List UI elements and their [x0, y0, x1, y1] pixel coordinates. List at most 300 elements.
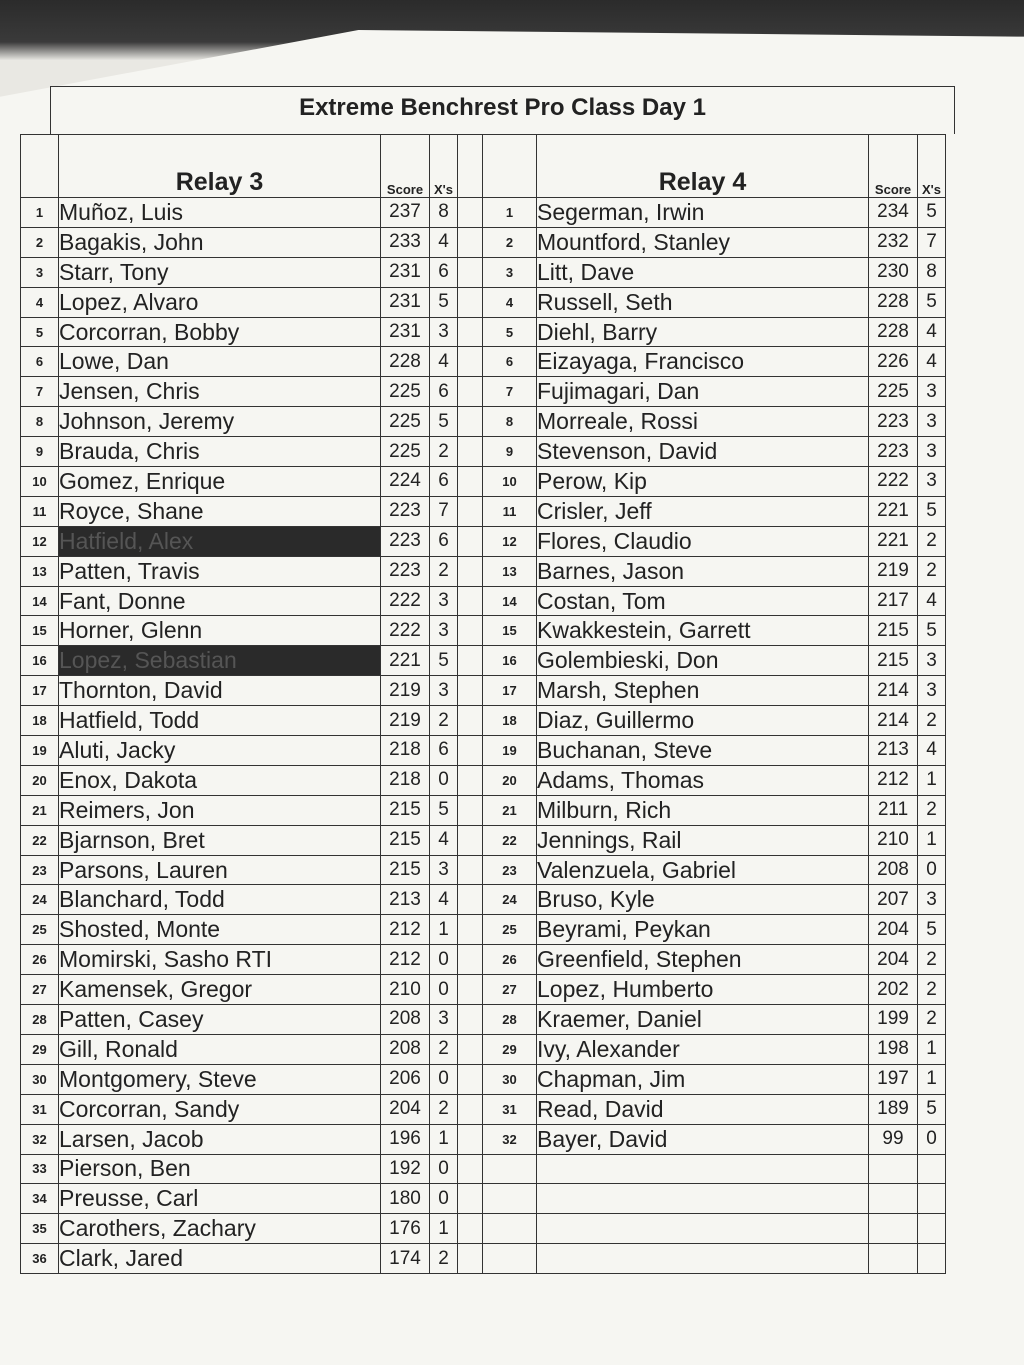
- table-row: [21, 467, 946, 497]
- xs-count: 5: [918, 915, 946, 945]
- spacer-cell: [458, 765, 483, 795]
- shooter-name: Momirski, Sasho RTI: [59, 945, 381, 975]
- spacer-cell: [458, 915, 483, 945]
- table-row: [21, 586, 946, 616]
- shooter-name: Bjarnson, Bret: [59, 825, 381, 855]
- spacer-cell: [458, 1034, 483, 1064]
- empty-cell: [537, 1214, 869, 1244]
- place-number: 25: [21, 915, 59, 945]
- relay-4-score-header: Score: [869, 135, 918, 198]
- shooter-name: Thornton, David: [59, 676, 381, 706]
- xs-count: 0: [918, 1124, 946, 1154]
- shooter-name: Perow, Kip: [537, 467, 869, 497]
- shooter-name: Valenzuela, Gabriel: [537, 855, 869, 885]
- place-number: 10: [21, 467, 59, 497]
- place-number: 21: [21, 795, 59, 825]
- score-value: 214: [869, 676, 918, 706]
- table-row: [21, 1214, 946, 1244]
- table-row: [21, 885, 946, 915]
- shooter-name: Litt, Dave: [537, 257, 869, 287]
- spacer-cell: [458, 257, 483, 287]
- xs-count: 2: [918, 556, 946, 586]
- shooter-name: Enox, Dakota: [59, 765, 381, 795]
- place-number: 3: [21, 257, 59, 287]
- empty-cell: [537, 1244, 869, 1274]
- place-number: 31: [21, 1094, 59, 1124]
- shooter-name: Lopez, Sebastian: [59, 646, 381, 676]
- relay-3-heading: Relay 3: [59, 135, 381, 198]
- table-row: [21, 1184, 946, 1214]
- spacer-cell: [458, 945, 483, 975]
- xs-count: 2: [918, 706, 946, 736]
- spacer-cell: [458, 496, 483, 526]
- score-value: 223: [381, 496, 430, 526]
- spacer-cell: [458, 198, 483, 228]
- empty-cell: [869, 1184, 918, 1214]
- shooter-name: Muñoz, Luis: [59, 198, 381, 228]
- score-value: 225: [381, 437, 430, 467]
- shooter-name: Milburn, Rich: [537, 795, 869, 825]
- place-number: 6: [21, 347, 59, 377]
- empty-cell: [918, 1244, 946, 1274]
- shooter-name: Gomez, Enrique: [59, 467, 381, 497]
- score-value: 213: [869, 736, 918, 766]
- score-value: 214: [869, 706, 918, 736]
- place-number: 29: [21, 1034, 59, 1064]
- shooter-name: Kamensek, Gregor: [59, 975, 381, 1005]
- score-value: 176: [381, 1214, 430, 1244]
- score-value: 225: [381, 407, 430, 437]
- shooter-name: Barnes, Jason: [537, 556, 869, 586]
- shooter-name: Hatfield, Todd: [59, 706, 381, 736]
- spacer-cell: [458, 736, 483, 766]
- place-number: 19: [21, 736, 59, 766]
- table-row: [21, 855, 946, 885]
- shooter-name: Blanchard, Todd: [59, 885, 381, 915]
- place-number: 12: [21, 526, 59, 556]
- xs-count: 0: [430, 1184, 458, 1214]
- xs-count: 5: [430, 646, 458, 676]
- empty-cell: [483, 1214, 537, 1244]
- relay-3-score-header: Score: [381, 135, 430, 198]
- shooter-name: Kwakkestein, Garrett: [537, 616, 869, 646]
- score-value: 197: [869, 1064, 918, 1094]
- score-value: 174: [381, 1244, 430, 1274]
- score-value: 215: [381, 855, 430, 885]
- shooter-name: Johnson, Jeremy: [59, 407, 381, 437]
- shooter-name: Bagakis, John: [59, 227, 381, 257]
- header-num-cell: [21, 135, 59, 198]
- shooter-name: Preusse, Carl: [59, 1184, 381, 1214]
- xs-count: 7: [430, 496, 458, 526]
- spacer-cell: [458, 1214, 483, 1244]
- shooter-name: Horner, Glenn: [59, 616, 381, 646]
- score-value: 218: [381, 736, 430, 766]
- spacer-cell: [458, 437, 483, 467]
- xs-count: 3: [918, 676, 946, 706]
- xs-count: 7: [918, 227, 946, 257]
- score-value: 219: [869, 556, 918, 586]
- place-number: 32: [483, 1124, 537, 1154]
- place-number: 1: [483, 198, 537, 228]
- score-value: 215: [869, 616, 918, 646]
- place-number: 14: [483, 586, 537, 616]
- place-number: 9: [21, 437, 59, 467]
- table-row: [21, 317, 946, 347]
- table-row: [21, 975, 946, 1005]
- relay-4-xs-header: X's: [918, 135, 946, 198]
- score-value: 228: [869, 317, 918, 347]
- score-value: 223: [381, 556, 430, 586]
- place-number: 24: [21, 885, 59, 915]
- shooter-name: Diehl, Barry: [537, 317, 869, 347]
- score-value: 224: [381, 467, 430, 497]
- place-number: 32: [21, 1124, 59, 1154]
- table-row: [21, 1244, 946, 1274]
- place-number: 17: [21, 676, 59, 706]
- score-value: 228: [381, 347, 430, 377]
- place-number: 2: [21, 227, 59, 257]
- score-value: 225: [869, 377, 918, 407]
- place-number: 2: [483, 227, 537, 257]
- score-value: 222: [869, 467, 918, 497]
- sheet-title: Extreme Benchrest Pro Class Day 1: [50, 86, 955, 129]
- table-row: [21, 1034, 946, 1064]
- shooter-name: Royce, Shane: [59, 496, 381, 526]
- spacer-cell: [458, 1064, 483, 1094]
- place-number: 26: [21, 945, 59, 975]
- empty-cell: [869, 1154, 918, 1184]
- table-row: [21, 1154, 946, 1184]
- score-value: 208: [869, 855, 918, 885]
- table-row: [21, 1005, 946, 1035]
- empty-cell: [869, 1214, 918, 1244]
- score-value: 233: [381, 227, 430, 257]
- place-number: 7: [483, 377, 537, 407]
- spacer-cell: [458, 526, 483, 556]
- score-value: 228: [869, 287, 918, 317]
- place-number: 33: [21, 1154, 59, 1184]
- spacer-cell: [458, 975, 483, 1005]
- xs-count: 6: [430, 467, 458, 497]
- score-value: 219: [381, 676, 430, 706]
- place-number: 9: [483, 437, 537, 467]
- results-table: [20, 134, 946, 1274]
- spacer-cell: [458, 706, 483, 736]
- place-number: 21: [483, 795, 537, 825]
- xs-count: 0: [918, 855, 946, 885]
- score-value: 208: [381, 1034, 430, 1064]
- relay-3-xs-header: X's: [430, 135, 458, 198]
- xs-count: 0: [430, 1064, 458, 1094]
- score-value: 204: [869, 945, 918, 975]
- xs-count: 0: [430, 765, 458, 795]
- table-row: [21, 945, 946, 975]
- place-number: 18: [21, 706, 59, 736]
- place-number: 27: [483, 975, 537, 1005]
- score-value: 221: [869, 526, 918, 556]
- spacer-cell: [458, 646, 483, 676]
- spacer-cell: [458, 556, 483, 586]
- table-row: [21, 676, 946, 706]
- shooter-name: Fant, Donne: [59, 586, 381, 616]
- shooter-name: Kraemer, Daniel: [537, 1005, 869, 1035]
- score-value: 199: [869, 1005, 918, 1035]
- xs-count: 2: [918, 1005, 946, 1035]
- xs-count: 3: [918, 437, 946, 467]
- score-value: 231: [381, 317, 430, 347]
- shooter-name: Jensen, Chris: [59, 377, 381, 407]
- shooter-name: Greenfield, Stephen: [537, 945, 869, 975]
- shooter-name: Carothers, Zachary: [59, 1214, 381, 1244]
- xs-count: 2: [918, 795, 946, 825]
- xs-count: 1: [918, 1064, 946, 1094]
- shooter-name: Eizayaga, Francisco: [537, 347, 869, 377]
- xs-count: 5: [430, 287, 458, 317]
- shooter-name: Reimers, Jon: [59, 795, 381, 825]
- score-value: 221: [869, 496, 918, 526]
- table-row: [21, 496, 946, 526]
- shooter-name: Beyrami, Peykan: [537, 915, 869, 945]
- place-number: 16: [483, 646, 537, 676]
- shooter-name: Aluti, Jacky: [59, 736, 381, 766]
- score-value: 218: [381, 765, 430, 795]
- table-row: [21, 556, 946, 586]
- score-value: 231: [381, 287, 430, 317]
- xs-count: 3: [430, 676, 458, 706]
- place-number: 27: [21, 975, 59, 1005]
- spacer-cell: [458, 347, 483, 377]
- score-value: 223: [869, 437, 918, 467]
- xs-count: 3: [918, 377, 946, 407]
- shooter-name: Corcorran, Bobby: [59, 317, 381, 347]
- place-number: 26: [483, 945, 537, 975]
- score-value: 237: [381, 198, 430, 228]
- score-value: 217: [869, 586, 918, 616]
- place-number: 19: [483, 736, 537, 766]
- score-value: 206: [381, 1064, 430, 1094]
- table-row: [21, 765, 946, 795]
- place-number: 8: [483, 407, 537, 437]
- shooter-name: Larsen, Jacob: [59, 1124, 381, 1154]
- spacer-cell: [458, 227, 483, 257]
- score-value: 225: [381, 377, 430, 407]
- xs-count: 2: [430, 556, 458, 586]
- shooter-name: Pierson, Ben: [59, 1154, 381, 1184]
- xs-count: 4: [918, 347, 946, 377]
- score-value: 211: [869, 795, 918, 825]
- table-row: [21, 407, 946, 437]
- spacer-cell: [458, 1094, 483, 1124]
- xs-count: 2: [918, 945, 946, 975]
- place-number: 24: [483, 885, 537, 915]
- shooter-name: Lopez, Humberto: [537, 975, 869, 1005]
- table-row: [21, 825, 946, 855]
- spacer-cell: [458, 287, 483, 317]
- score-value: 212: [869, 765, 918, 795]
- spacer-cell: [458, 377, 483, 407]
- place-number: 13: [483, 556, 537, 586]
- score-value: 204: [381, 1094, 430, 1124]
- place-number: 36: [21, 1244, 59, 1274]
- score-value: 221: [381, 646, 430, 676]
- spacer-cell: [458, 1184, 483, 1214]
- xs-count: 6: [430, 736, 458, 766]
- empty-cell: [918, 1154, 946, 1184]
- spacer-cell: [458, 1244, 483, 1274]
- xs-count: 1: [918, 765, 946, 795]
- xs-count: 1: [918, 1034, 946, 1064]
- shooter-name: Gill, Ronald: [59, 1034, 381, 1064]
- xs-count: 5: [430, 795, 458, 825]
- empty-cell: [537, 1184, 869, 1214]
- score-value: 202: [869, 975, 918, 1005]
- place-number: 13: [21, 556, 59, 586]
- table-row: [21, 347, 946, 377]
- table-row: [21, 198, 946, 228]
- table-row: [21, 227, 946, 257]
- score-value: 99: [869, 1124, 918, 1154]
- xs-count: 5: [918, 198, 946, 228]
- place-number: 12: [483, 526, 537, 556]
- xs-count: 1: [430, 915, 458, 945]
- xs-count: 2: [430, 1244, 458, 1274]
- spacer-cell: [458, 317, 483, 347]
- shooter-name: Read, David: [537, 1094, 869, 1124]
- score-value: 215: [869, 646, 918, 676]
- place-number: 7: [21, 377, 59, 407]
- spacer-cell: [458, 795, 483, 825]
- xs-count: 2: [430, 437, 458, 467]
- shooter-name: Jennings, Rail: [537, 825, 869, 855]
- shooter-name: Brauda, Chris: [59, 437, 381, 467]
- spacer-cell: [458, 407, 483, 437]
- place-number: 22: [483, 825, 537, 855]
- score-value: 222: [381, 586, 430, 616]
- place-number: 11: [21, 496, 59, 526]
- score-value: 215: [381, 795, 430, 825]
- score-value: 215: [381, 825, 430, 855]
- shooter-name: Ivy, Alexander: [537, 1034, 869, 1064]
- shooter-name: Bayer, David: [537, 1124, 869, 1154]
- shooter-name: Fujimagari, Dan: [537, 377, 869, 407]
- place-number: 10: [483, 467, 537, 497]
- place-number: 25: [483, 915, 537, 945]
- score-value: 189: [869, 1094, 918, 1124]
- place-number: 30: [483, 1064, 537, 1094]
- place-number: 11: [483, 496, 537, 526]
- shooter-name: Buchanan, Steve: [537, 736, 869, 766]
- place-number: 34: [21, 1184, 59, 1214]
- xs-count: 2: [430, 706, 458, 736]
- xs-count: 3: [918, 467, 946, 497]
- xs-count: 4: [430, 885, 458, 915]
- xs-count: 4: [430, 227, 458, 257]
- score-value: 208: [381, 1005, 430, 1035]
- xs-count: 3: [430, 586, 458, 616]
- xs-count: 5: [430, 407, 458, 437]
- empty-cell: [918, 1214, 946, 1244]
- place-number: 28: [483, 1005, 537, 1035]
- xs-count: 2: [918, 975, 946, 1005]
- place-number: 14: [21, 586, 59, 616]
- xs-count: 0: [430, 1154, 458, 1184]
- xs-count: 0: [430, 945, 458, 975]
- table-row: [21, 616, 946, 646]
- xs-count: 1: [918, 825, 946, 855]
- table-row: [21, 706, 946, 736]
- xs-count: 3: [430, 855, 458, 885]
- shooter-name: Stevenson, David: [537, 437, 869, 467]
- shooter-name: Golembieski, Don: [537, 646, 869, 676]
- shooter-name: Crisler, Jeff: [537, 496, 869, 526]
- shooter-name: Diaz, Guillermo: [537, 706, 869, 736]
- place-number: 20: [483, 765, 537, 795]
- empty-cell: [537, 1154, 869, 1184]
- table-row: [21, 915, 946, 945]
- table-row: [21, 1094, 946, 1124]
- score-value: 222: [381, 616, 430, 646]
- xs-count: 3: [918, 885, 946, 915]
- score-value: 180: [381, 1184, 430, 1214]
- xs-count: 6: [430, 377, 458, 407]
- score-value: 192: [381, 1154, 430, 1184]
- xs-count: 1: [430, 1124, 458, 1154]
- table-row: [21, 526, 946, 556]
- score-value: 226: [869, 347, 918, 377]
- table-row: [21, 377, 946, 407]
- shooter-name: Patten, Casey: [59, 1005, 381, 1035]
- xs-count: 2: [918, 526, 946, 556]
- shooter-name: Morreale, Rossi: [537, 407, 869, 437]
- xs-count: 4: [918, 586, 946, 616]
- place-number: 22: [21, 825, 59, 855]
- xs-count: 4: [430, 825, 458, 855]
- score-value: 212: [381, 945, 430, 975]
- xs-count: 3: [918, 407, 946, 437]
- relay-4-heading: Relay 4: [537, 135, 869, 198]
- results-body: [21, 135, 946, 1274]
- xs-count: 3: [430, 317, 458, 347]
- place-number: 18: [483, 706, 537, 736]
- score-value: 196: [381, 1124, 430, 1154]
- table-row: [21, 437, 946, 467]
- shooter-name: Patten, Travis: [59, 556, 381, 586]
- table-row: [21, 1064, 946, 1094]
- place-number: 30: [21, 1064, 59, 1094]
- spacer-cell: [458, 1124, 483, 1154]
- score-value: 213: [381, 885, 430, 915]
- score-value: 219: [381, 706, 430, 736]
- spacer-cell: [458, 855, 483, 885]
- place-number: 1: [21, 198, 59, 228]
- score-value: 207: [869, 885, 918, 915]
- shooter-name: Costan, Tom: [537, 586, 869, 616]
- empty-cell: [918, 1184, 946, 1214]
- place-number: 20: [21, 765, 59, 795]
- empty-cell: [869, 1244, 918, 1274]
- xs-count: 3: [430, 1005, 458, 1035]
- shooter-name: Parsons, Lauren: [59, 855, 381, 885]
- score-value: 223: [381, 526, 430, 556]
- place-number: 15: [483, 616, 537, 646]
- shooter-name: Shosted, Monte: [59, 915, 381, 945]
- empty-cell: [483, 1154, 537, 1184]
- shooter-name: Marsh, Stephen: [537, 676, 869, 706]
- place-number: 4: [483, 287, 537, 317]
- table-row: [21, 736, 946, 766]
- empty-cell: [483, 1244, 537, 1274]
